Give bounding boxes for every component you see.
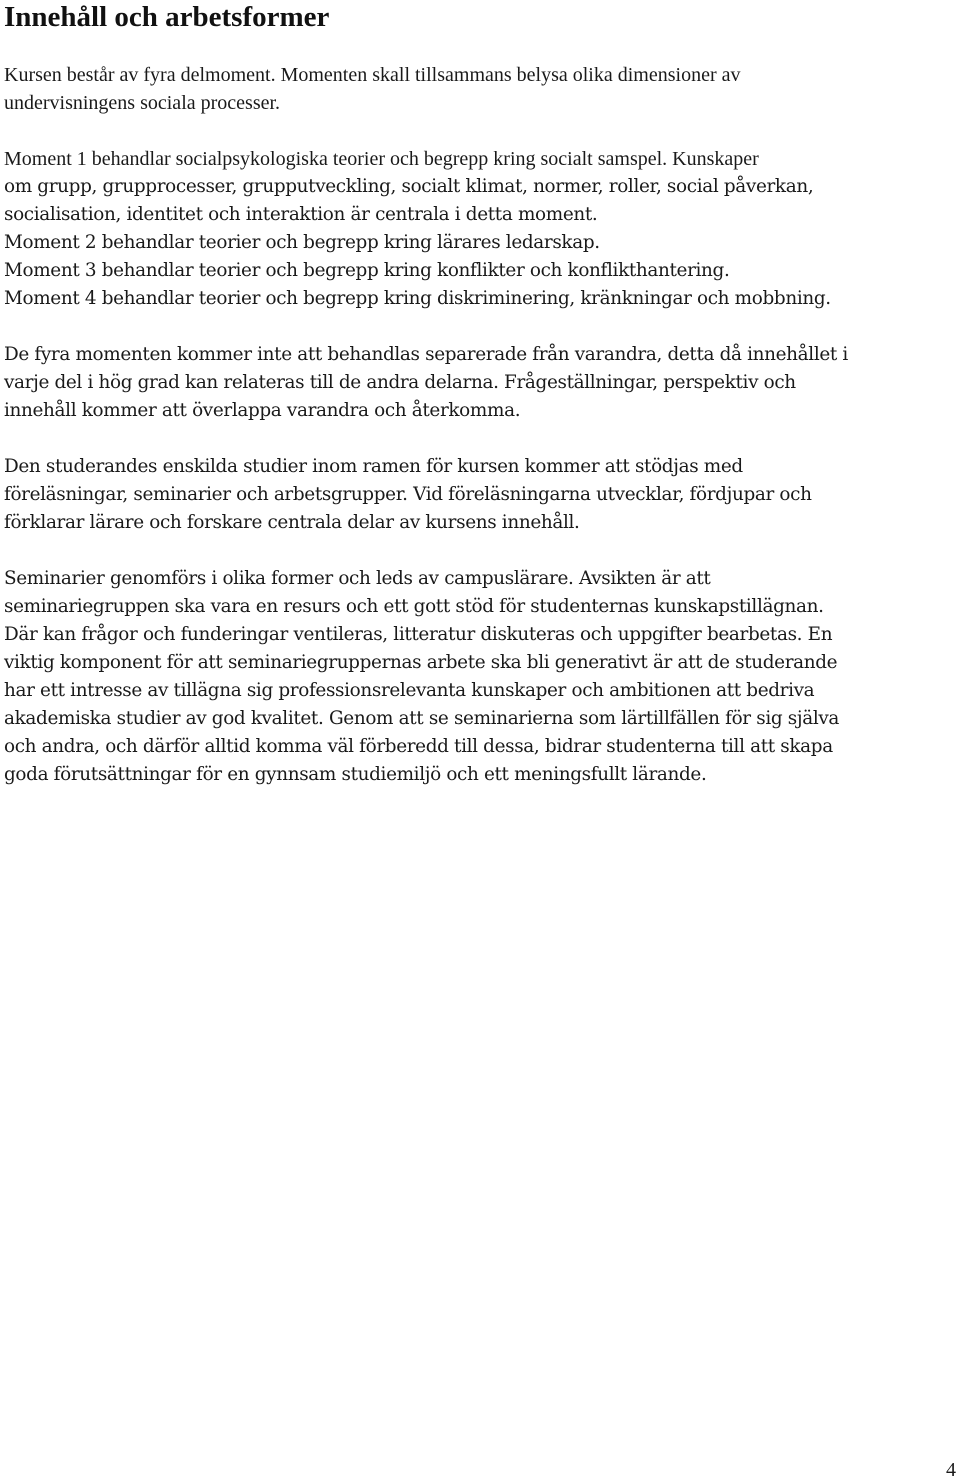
page-number: 4	[946, 1459, 956, 1481]
text-line: Där kan frågor och funderingar ventileras, litteratur diskuteras och uppgifter bearbetas. En	[4, 624, 833, 645]
text-line: Moment 1 behandlar socialpsykologiska teorier och begrepp kring socialt samspel. Kunskaper	[4, 148, 759, 170]
text-line: viktig komponent för att seminariegruppernas arbete ska bli generativt är att de studerande	[4, 652, 838, 673]
section-heading: Innehåll och arbetsformer	[4, 1, 330, 33]
text-line: Kursen består av fyra delmoment. Momenten skall tillsammans belysa olika dimensioner av	[4, 64, 741, 86]
text-line: Seminarier genomförs i olika former och leds av campuslärare. Avsikten är att	[4, 568, 711, 589]
text-line: Moment 3 behandlar teorier och begrepp kring konflikter och konflikthantering.	[4, 260, 730, 281]
paragraph-seminars	[4, 565, 954, 789]
text-line: om grupp, grupprocesser, grupputveckling, socialt klimat, normer, roller, social påverkan,	[4, 176, 814, 197]
text-line: goda förutsättningar för en gynnsam studiemiljö och ett meningsfullt lärande.	[4, 764, 707, 785]
text-line: Den studerandes enskilda studier inom ramen för kursen kommer att stödjas med	[4, 456, 743, 477]
text-line: Moment 4 behandlar teorier och begrepp kring diskriminering, kränkningar och mobbning.	[4, 288, 831, 309]
text-line: innehåll kommer att överlappa varandra och återkomma.	[4, 400, 521, 421]
text-line: akademiska studier av god kvalitet. Genom att se seminarierna som lärtillfällen för sig själva	[4, 708, 840, 729]
text-line: De fyra momenten kommer inte att behandlas separerade från varandra, detta då innehållet i	[4, 344, 848, 365]
text-line: föreläsningar, seminarier och arbetsgrupper. Vid föreläsningarna utvecklar, fördjupar och	[4, 484, 812, 505]
paragraph-studies	[4, 453, 954, 537]
text-line: seminariegruppen ska vara en resurs och ett gott stöd för studenternas kunskapstillägnan.	[4, 596, 824, 617]
paragraph-integration	[4, 341, 954, 425]
text-line: socialisation, identitet och interaktion är centrala i detta moment.	[4, 204, 598, 225]
text-line: varje del i hög grad kan relateras till de andra delarna. Frågeställningar, perspektiv och	[4, 372, 796, 393]
text-line: har ett intresse av tillägna sig professionsrelevanta kunskaper och ambitionen att bedriva	[4, 680, 815, 701]
text-line: förklarar lärare och forskare centrala delar av kursens innehåll.	[4, 512, 580, 533]
text-line: och andra, och därför alltid komma väl förberedd till dessa, bidrar studenterna till att skapa	[4, 736, 833, 757]
paragraph-intro	[4, 61, 954, 117]
paragraph-moments	[4, 145, 954, 313]
text-line: undervisningens sociala processer.	[4, 92, 281, 114]
text-line: Moment 2 behandlar teorier och begrepp kring lärares ledarskap.	[4, 232, 600, 253]
document-page	[4, 0, 954, 789]
